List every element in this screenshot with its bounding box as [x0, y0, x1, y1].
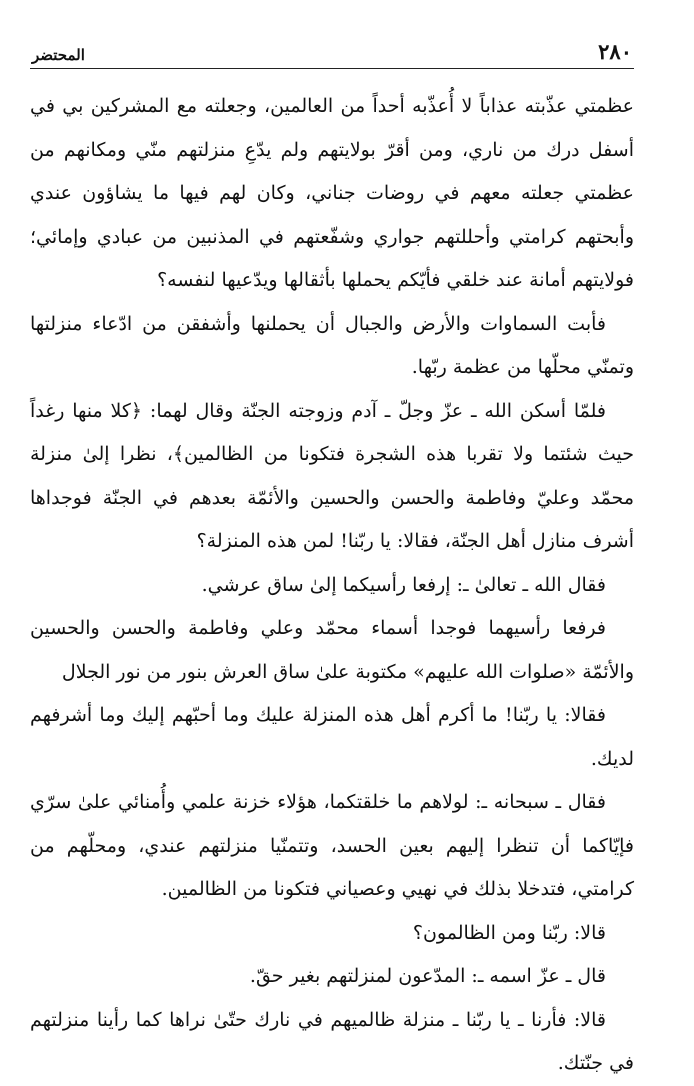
- paragraph: فلمّا أسكن الله ـ عزّ وجلّ ـ آدم وزوجته الجنّة وقال لهما: ﴿كلا منها رغداً حيث شئتما ولا تقربا هذه الشجرة فتكونا من الظالمين﴾، نظرا إلىٰ منزلة محمّد وعليّ وفاطمة والحسن والحسين والأئمّة بعدهم في الجنّة فوجداها أشرف منازل أهل الجنّة، فقالا: يا ربّنا! لمن هذه المنزلة؟: [30, 399, 634, 552]
- paragraph: قالا: فأرنا ـ يا ربّنا ـ منزلة ظالميهم في نارك حتّىٰ نراها كما رأينا منزلتهم في جنّتك.: [30, 1008, 634, 1074]
- paragraph: قالا: ربّنا ومن الظالمون؟: [412, 921, 606, 944]
- running-title: المحتضر: [32, 46, 85, 64]
- page-number: ٢٨٠: [598, 39, 632, 64]
- paragraph: عظمتي عذّبته عذاباً لا أُعذّبه أحداً من العالمين، وجعلته مع المشركين بي في أسفل درك من ناري، ومن أقرّ بولايتهم ولم يدّعِ منزلتهم منّي ومكانهم من عظمتي جعلته معهم في روضات جناني، وكان لهم فيها ما يشاؤون عندي وأبحتهم كرامتي وأحللتهم جواري وشفّعتهم في المذنبين من عبادي وإمائي؛ فولايتهم أمانة عند خلقي فأيّكم يحملها بأثقالها ويدّعيها لنفسه؟: [30, 95, 634, 291]
- page-header: [30, 34, 634, 69]
- paragraph: فقال الله ـ تعالىٰ ـ: إرفعا رأسيكما إلىٰ ساق عرشي.: [201, 573, 606, 596]
- paragraph: فقال ـ سبحانه ـ: لولاهم ما خلقتكما، هؤلاء خزنة علمي وأُمنائي علىٰ سرّي فإيّاكما أن تنظرا إليهم بعين الحسد، وتتمنّيا منزلتهم عندي، ومحلّهم من كرامتي، فتدخلا بذلك في نهيي وعصياني فتكونا من الظالمين.: [30, 791, 634, 900]
- paragraph: قال ـ عزّ اسمه ـ: المدّعون لمنزلتهم بغير حقّ.: [249, 965, 606, 987]
- body-text: [30, 85, 634, 1086]
- paragraph: فأبت السماوات والأرض والجبال أن يحملنها وأشفقن من ادّعاء منزلتها وتمنّي محلّها من عظمة ربّها.: [30, 312, 634, 378]
- paragraph: فرفعا رأسيهما فوجدا أسماء محمّد وعلي وفاطمة والحسن والحسين والأئمّة «صلوات الله عليهم» مكتوبة علىٰ ساق العرش بنور من نور الجلال: [30, 617, 634, 683]
- paragraph: فقالا: يا ربّنا! ما أكرم أهل هذه المنزلة عليك وما أحبّهم إليك وما أشرفهم لديك.: [30, 704, 634, 770]
